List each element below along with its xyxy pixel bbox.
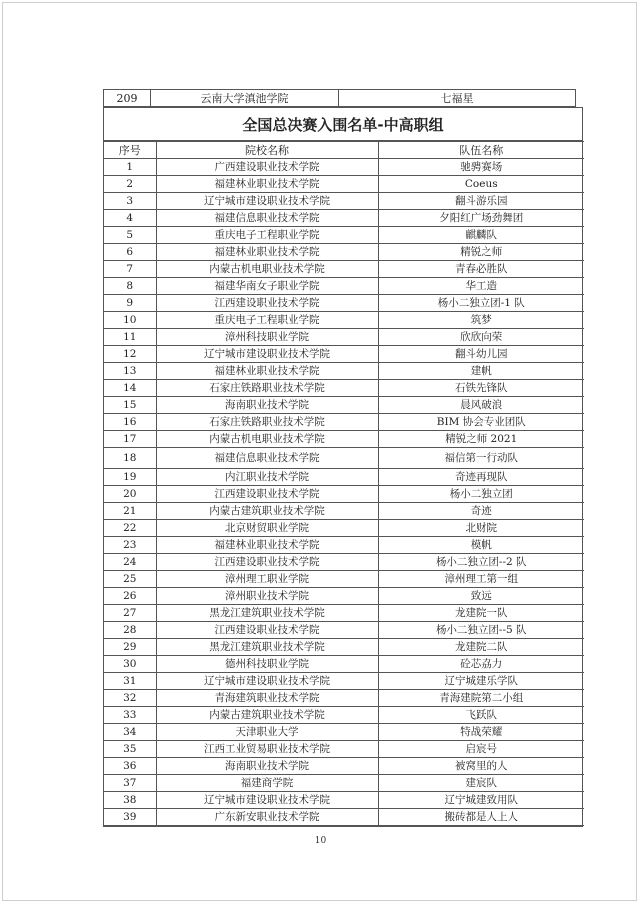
row-number: 31 bbox=[104, 673, 156, 690]
row-team: 华工造 bbox=[378, 278, 584, 295]
row-school: 广西建设职业技术学院 bbox=[156, 159, 378, 176]
table-row bbox=[104, 741, 584, 758]
table-body bbox=[104, 159, 584, 826]
finalists-grid bbox=[104, 141, 584, 826]
table-row bbox=[104, 346, 584, 363]
table-row bbox=[104, 176, 584, 193]
table-row bbox=[104, 448, 584, 469]
row-school: 海南职业技术学院 bbox=[156, 758, 378, 775]
row-school: 福建信息职业技术学院 bbox=[156, 210, 378, 227]
table-row bbox=[104, 469, 584, 486]
row-school: 辽宁城市建设职业技术学院 bbox=[156, 193, 378, 210]
row-team: 龙建院二队 bbox=[378, 639, 584, 656]
row-team: 奇迹再现队 bbox=[378, 469, 584, 486]
row-team: 飞跃队 bbox=[378, 707, 584, 724]
row-team: 奇迹 bbox=[378, 503, 584, 520]
table-row bbox=[104, 278, 584, 295]
row-number: 29 bbox=[104, 639, 156, 656]
table-row bbox=[104, 588, 584, 605]
row-team: 石铁先锋队 bbox=[378, 380, 584, 397]
table-row bbox=[104, 210, 584, 227]
row-team: 晨风破浪 bbox=[378, 397, 584, 414]
prev-row-team: 七福星 bbox=[440, 92, 474, 105]
row-number: 36 bbox=[104, 758, 156, 775]
row-team: 被窝里的人 bbox=[378, 758, 584, 775]
row-number: 21 bbox=[104, 503, 156, 520]
row-school: 福建林业职业技术学院 bbox=[156, 363, 378, 380]
row-school: 黑龙江建筑职业技术学院 bbox=[156, 639, 378, 656]
row-school: 内江职业技术学院 bbox=[156, 469, 378, 486]
row-number: 39 bbox=[104, 809, 156, 826]
row-number: 16 bbox=[104, 414, 156, 431]
row-team: 模帆 bbox=[378, 537, 584, 554]
table-row bbox=[104, 312, 584, 329]
row-school: 福建林业职业技术学院 bbox=[156, 537, 378, 554]
row-team: 致远 bbox=[378, 588, 584, 605]
row-number: 6 bbox=[104, 244, 156, 261]
row-school: 漳州职业技术学院 bbox=[156, 588, 378, 605]
table-row bbox=[104, 193, 584, 210]
page-number: 10 bbox=[314, 836, 327, 846]
row-team: 北财院 bbox=[378, 520, 584, 537]
table-row bbox=[104, 295, 584, 312]
row-school: 江西建设职业技术学院 bbox=[156, 622, 378, 639]
table-row bbox=[104, 622, 584, 639]
table-row bbox=[104, 537, 584, 554]
row-number: 10 bbox=[104, 312, 156, 329]
row-team: 砼芯劦力 bbox=[378, 656, 584, 673]
row-number: 27 bbox=[104, 605, 156, 622]
table-row bbox=[104, 809, 584, 826]
table-row bbox=[104, 673, 584, 690]
row-number: 24 bbox=[104, 554, 156, 571]
table-row bbox=[104, 227, 584, 244]
row-school: 辽宁城市建设职业技术学院 bbox=[156, 346, 378, 363]
row-team: Coeus bbox=[378, 176, 584, 193]
row-number: 15 bbox=[104, 397, 156, 414]
row-number: 23 bbox=[104, 537, 156, 554]
header-school: 院校名称 bbox=[156, 142, 378, 159]
table-row bbox=[104, 639, 584, 656]
prev-row-number: 209 bbox=[104, 90, 151, 106]
row-team: 翻斗幼儿园 bbox=[378, 346, 584, 363]
row-number: 9 bbox=[104, 295, 156, 312]
row-team: 龙建院一队 bbox=[378, 605, 584, 622]
row-school: 石家庄铁路职业技术学院 bbox=[156, 380, 378, 397]
row-school: 漳州科技职业学院 bbox=[156, 329, 378, 346]
table-row bbox=[104, 605, 584, 622]
row-number: 18 bbox=[104, 448, 156, 469]
row-school: 北京财贸职业学院 bbox=[156, 520, 378, 537]
table-row bbox=[104, 775, 584, 792]
row-number: 1 bbox=[104, 159, 156, 176]
table-row bbox=[104, 329, 584, 346]
row-number: 19 bbox=[104, 469, 156, 486]
row-team: 筑梦 bbox=[378, 312, 584, 329]
table-row bbox=[104, 486, 584, 503]
row-school: 海南职业技术学院 bbox=[156, 397, 378, 414]
row-team: 翻斗游乐园 bbox=[378, 193, 584, 210]
row-school: 福建信息职业技术学院 bbox=[156, 448, 378, 469]
row-team: 建帆 bbox=[378, 363, 584, 380]
row-school: 江西建设职业技术学院 bbox=[156, 486, 378, 503]
row-school: 德州科技职业学院 bbox=[156, 656, 378, 673]
row-number: 17 bbox=[104, 431, 156, 448]
row-number: 7 bbox=[104, 261, 156, 278]
previous-table-row bbox=[103, 89, 576, 107]
row-number: 13 bbox=[104, 363, 156, 380]
row-team: 欣欣向荣 bbox=[378, 329, 584, 346]
row-school: 重庆电子工程职业学院 bbox=[156, 312, 378, 329]
row-team: 漳州理工第一组 bbox=[378, 571, 584, 588]
row-team: 杨小二独立团-1 队 bbox=[378, 295, 584, 312]
row-school: 天津职业大学 bbox=[156, 724, 378, 741]
row-number: 37 bbox=[104, 775, 156, 792]
table-row bbox=[104, 690, 584, 707]
table-row bbox=[104, 758, 584, 775]
row-number: 34 bbox=[104, 724, 156, 741]
header-number: 序号 bbox=[104, 142, 156, 159]
table-row bbox=[104, 380, 584, 397]
row-school: 内蒙古机电职业技术学院 bbox=[156, 261, 378, 278]
table-row bbox=[104, 414, 584, 431]
prev-row-school: 云南大学滇池学院 bbox=[151, 90, 339, 106]
row-number: 32 bbox=[104, 690, 156, 707]
row-school: 辽宁城市建设职业技术学院 bbox=[156, 792, 378, 809]
table-row bbox=[104, 656, 584, 673]
row-number: 5 bbox=[104, 227, 156, 244]
table-row bbox=[104, 244, 584, 261]
row-team: 精锐之师 2021 bbox=[378, 431, 584, 448]
row-team: 精锐之师 bbox=[378, 244, 584, 261]
table-title: 全国总决赛入围名单-中高职组 bbox=[104, 108, 582, 141]
row-team: 福信第一行动队 bbox=[378, 448, 584, 469]
row-team: 启宸号 bbox=[378, 741, 584, 758]
row-team: 杨小二独立团 bbox=[378, 486, 584, 503]
row-number: 38 bbox=[104, 792, 156, 809]
table-row bbox=[104, 431, 584, 448]
row-number: 11 bbox=[104, 329, 156, 346]
row-number: 30 bbox=[104, 656, 156, 673]
row-school: 重庆电子工程职业学院 bbox=[156, 227, 378, 244]
row-team: 特战荣耀 bbox=[378, 724, 584, 741]
table-row bbox=[104, 397, 584, 414]
row-school: 青海建筑职业技术学院 bbox=[156, 690, 378, 707]
row-team: 建宸队 bbox=[378, 775, 584, 792]
row-team: BIM 协会专业团队 bbox=[378, 414, 584, 431]
row-school: 辽宁城市建设职业技术学院 bbox=[156, 673, 378, 690]
row-team: 杨小二独立团--2 队 bbox=[378, 554, 584, 571]
row-number: 20 bbox=[104, 486, 156, 503]
row-number: 26 bbox=[104, 588, 156, 605]
row-school: 江西工业贸易职业技术学院 bbox=[156, 741, 378, 758]
table-row bbox=[104, 520, 584, 537]
row-team: 杨小二独立团--5 队 bbox=[378, 622, 584, 639]
row-number: 14 bbox=[104, 380, 156, 397]
row-team: 辽宁城建致用队 bbox=[378, 792, 584, 809]
row-school: 内蒙古建筑职业技术学院 bbox=[156, 503, 378, 520]
row-school: 漳州理工职业学院 bbox=[156, 571, 378, 588]
row-number: 25 bbox=[104, 571, 156, 588]
table-row bbox=[104, 724, 584, 741]
row-team: 青海建院第二小组 bbox=[378, 690, 584, 707]
row-school: 黑龙江建筑职业技术学院 bbox=[156, 605, 378, 622]
row-number: 2 bbox=[104, 176, 156, 193]
row-school: 福建华南女子职业学院 bbox=[156, 278, 378, 295]
row-number: 3 bbox=[104, 193, 156, 210]
row-number: 8 bbox=[104, 278, 156, 295]
row-school: 广东新安职业技术学院 bbox=[156, 809, 378, 826]
header-team: 队伍名称 bbox=[378, 142, 584, 159]
row-school: 内蒙古机电职业技术学院 bbox=[156, 431, 378, 448]
row-team: 夕阳红广场劲舞团 bbox=[378, 210, 584, 227]
table-row bbox=[104, 503, 584, 520]
row-school: 福建林业职业技术学院 bbox=[156, 176, 378, 193]
table-row bbox=[104, 707, 584, 724]
table-row bbox=[104, 792, 584, 809]
row-number: 28 bbox=[104, 622, 156, 639]
row-team: 青春必胜队 bbox=[378, 261, 584, 278]
finalists-table bbox=[103, 107, 583, 827]
row-school: 江西建设职业技术学院 bbox=[156, 295, 378, 312]
row-school: 福建林业职业技术学院 bbox=[156, 244, 378, 261]
row-number: 12 bbox=[104, 346, 156, 363]
row-team: 麒麟队 bbox=[378, 227, 584, 244]
row-team: 辽宁城建乐学队 bbox=[378, 673, 584, 690]
row-school: 石家庄铁路职业技术学院 bbox=[156, 414, 378, 431]
row-team: 驰骋赛场 bbox=[378, 159, 584, 176]
table-row bbox=[104, 363, 584, 380]
row-number: 35 bbox=[104, 741, 156, 758]
row-team: 搬砖都是人上人 bbox=[378, 809, 584, 826]
row-school: 福建商学院 bbox=[156, 775, 378, 792]
row-number: 33 bbox=[104, 707, 156, 724]
row-school: 江西建设职业技术学院 bbox=[156, 554, 378, 571]
table-row bbox=[104, 554, 584, 571]
header-row bbox=[104, 142, 584, 159]
row-number: 22 bbox=[104, 520, 156, 537]
table-row bbox=[104, 159, 584, 176]
table-row bbox=[104, 261, 584, 278]
row-school: 内蒙古建筑职业技术学院 bbox=[156, 707, 378, 724]
table-row bbox=[104, 571, 584, 588]
row-number: 4 bbox=[104, 210, 156, 227]
